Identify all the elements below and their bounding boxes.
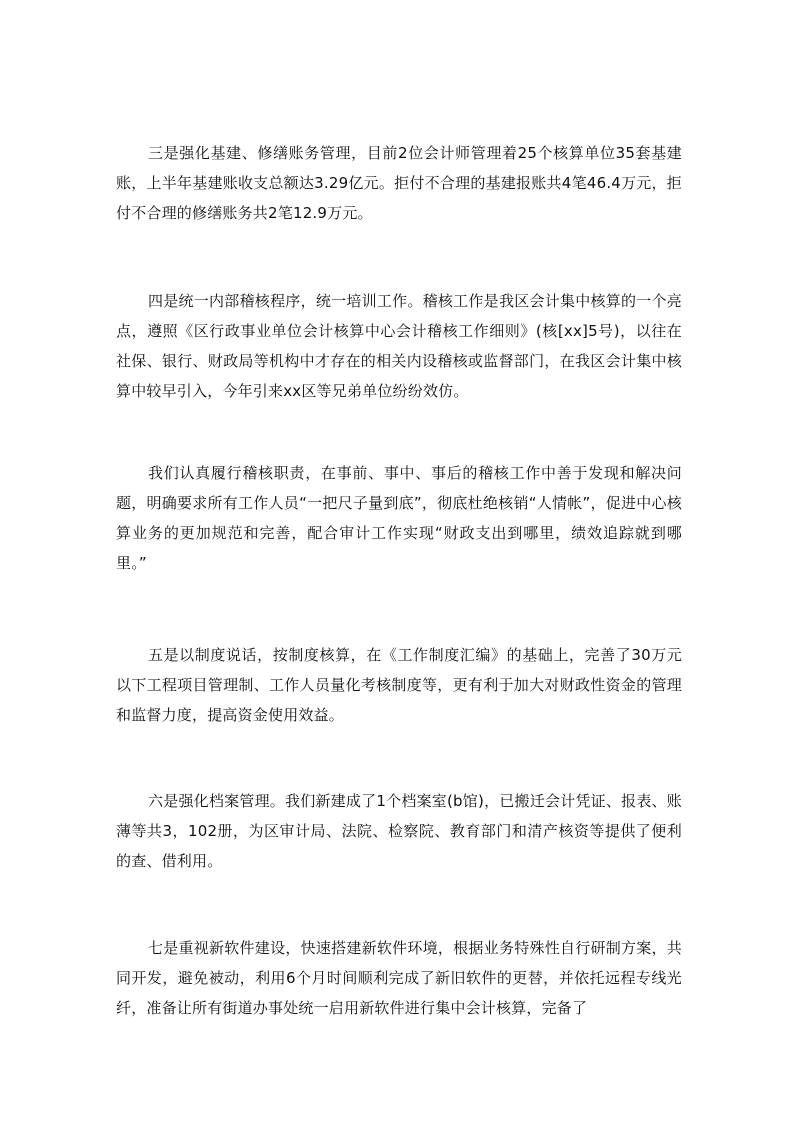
paragraph-regulations: 五是以制度说话，按制度核算，在《工作制度汇编》的基础上，完善了30万元以下工程项目管理制、工作人员量化考核制度等，更有利于加大对财政性资金的管理和监督力度，提高资金使用效益。 (116, 646, 682, 724)
paragraph-audit-duties: 我们认真履行稽核职责，在事前、事中、事后的稽核工作中善于发现和解决问题，明确要求所有工作人员“一把尺子量到底”，彻底杜绝核销“人情帐”，促进中心核算业务的更加规范和完善，配合审计工作实现“财政支出到哪里，绩效追踪就到哪里。” (116, 464, 682, 572)
paragraph-internal-audit: 四是统一内部稽核程序，统一培训工作。稽核工作是我区会计集中核算的一个亮点，遵照《区行政事业单位会计核算中心会计稽核工作细则》(核[xx]5号)，以往在社保、银行、财政局等机构中才存在的相关内设稽核或监督部门，在我区会计集中核算中较早引入，今年引来xx区等兄弟单位纷纷效仿。 (116, 292, 682, 400)
paragraph-software-construction: 七是重视新软件建设，快速搭建新软件环境，根据业务特殊性自行研制方案，共同开发，避免被动，利用6个月时间顺利完成了新旧软件的更替，并依托远程专线光纤，准备让所有街道办事处统一启用新软件进行集中会计核算，完备了 (116, 939, 682, 1017)
paragraph-archive-management: 六是强化档案管理。我们新建成了1个档案室(b馆)，已搬迁会计凭证、报表、账薄等共3，102册，为区审计局、法院、检察院、教育部门和清产核资等提供了便利的查、借利用。 (116, 792, 682, 870)
paragraph-infrastructure-accounts: 三是强化基建、修缮账务管理，目前2位会计师管理着25个核算单位35套基建账，上半年基建账收支总额达3.29亿元。拒付不合理的基建报账共4笔46.4万元，拒付不合理的修缮账务共2笔12.9万元。 (116, 144, 682, 222)
